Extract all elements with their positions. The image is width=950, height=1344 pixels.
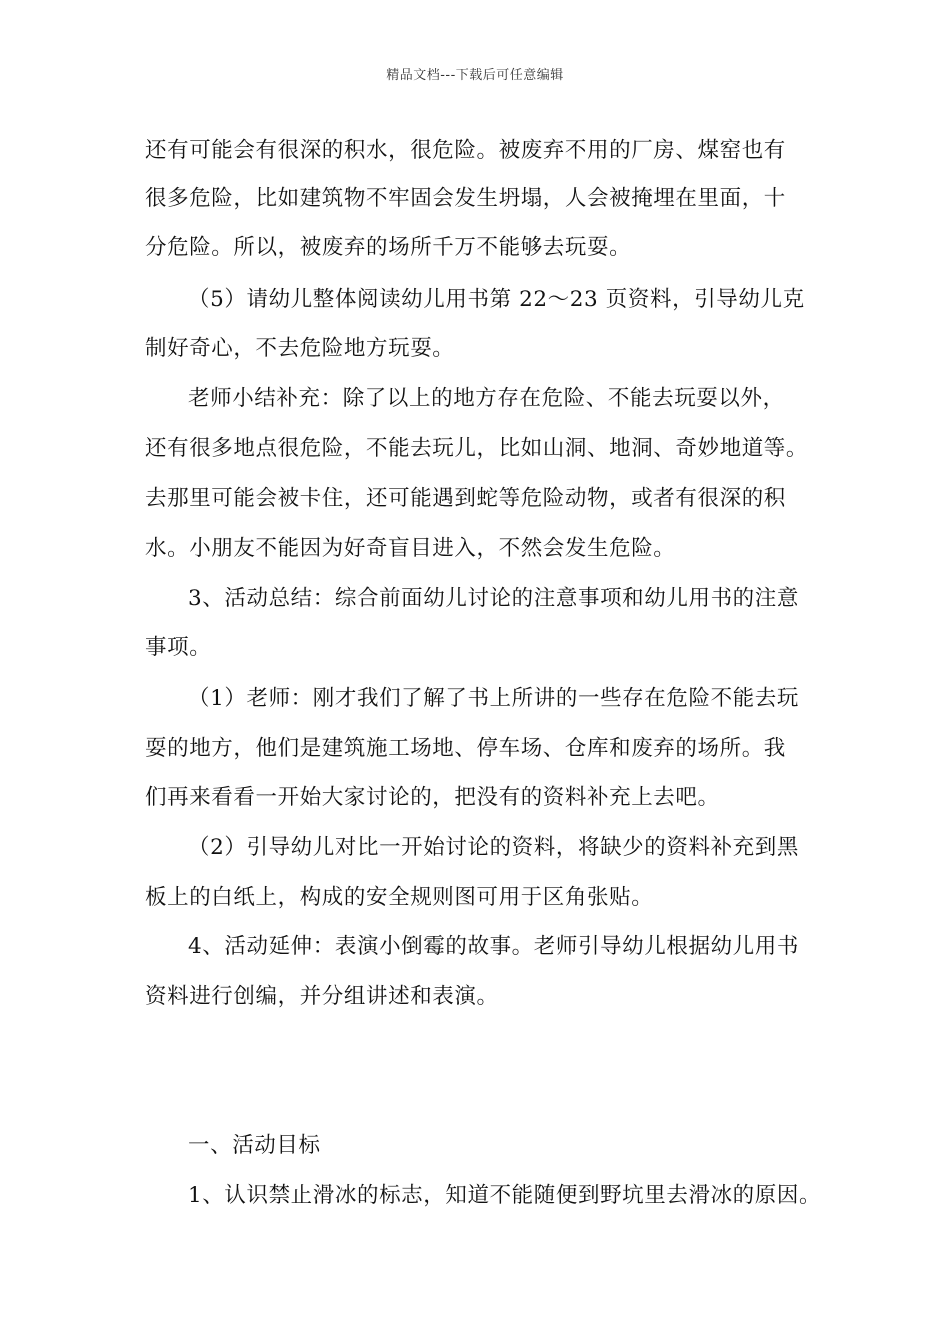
- text-line: 制好奇心，不去危险地方玩耍。: [145, 336, 455, 361]
- text-line: 很多危险，比如建筑物不牢固会发生坍塌，人会被掩埋在里面，十: [145, 186, 786, 211]
- text-line: 1、认识禁止滑冰的标志，知道不能随便到野坑里去滑冰的原因。: [188, 1183, 822, 1208]
- text-line: 事项。: [145, 635, 212, 660]
- text-line: （1）老师：刚才我们了解了书上所讲的一些存在危险不能去玩: [188, 686, 799, 711]
- text-line: 还有很多地点很危险，不能去玩儿，比如山洞、地洞、奇妙地道等。: [145, 436, 809, 461]
- text-line: （5）请幼儿整体阅读幼儿用书第 22～23 页资料，引导幼儿克: [188, 287, 805, 312]
- text-line: 还有可能会有很深的积水，很危险。被废弃不用的厂房、煤窑也有: [145, 138, 786, 163]
- text-line: 耍的地方，他们是建筑施工场地、停车场、仓库和废弃的场所。我: [145, 736, 786, 761]
- text-line: 3、活动总结：综合前面幼儿讨论的注意事项和幼儿用书的注意: [188, 586, 799, 611]
- text-line: 去那里可能会被卡住，还可能遇到蛇等危险动物，或者有很深的积: [145, 486, 786, 511]
- text-line: 资料进行创编，并分组讲述和表演。: [145, 984, 499, 1009]
- text-line: 板上的白纸上，构成的安全规则图可用于区角张贴。: [145, 885, 654, 910]
- text-line: 分危险。所以，被废弃的场所千万不能够去玩耍。: [145, 235, 632, 260]
- text-line: 们再来看看一开始大家讨论的，把没有的资料补充上去吧。: [145, 785, 720, 810]
- text-line: （2）引导幼儿对比一开始讨论的资料，将缺少的资料补充到黑: [188, 835, 799, 860]
- text-line: 老师小结补充：除了以上的地方存在危险、不能去玩耍以外，: [188, 386, 785, 411]
- section-heading: 一、活动目标: [188, 1133, 321, 1158]
- page-header: 精品文档---下载后可任意编辑: [386, 68, 564, 83]
- text-line: 4、活动延伸：表演小倒霉的故事。老师引导幼儿根据幼儿用书: [188, 934, 799, 959]
- text-line: 水。小朋友不能因为好奇盲目进入，不然会发生危险。: [145, 536, 676, 561]
